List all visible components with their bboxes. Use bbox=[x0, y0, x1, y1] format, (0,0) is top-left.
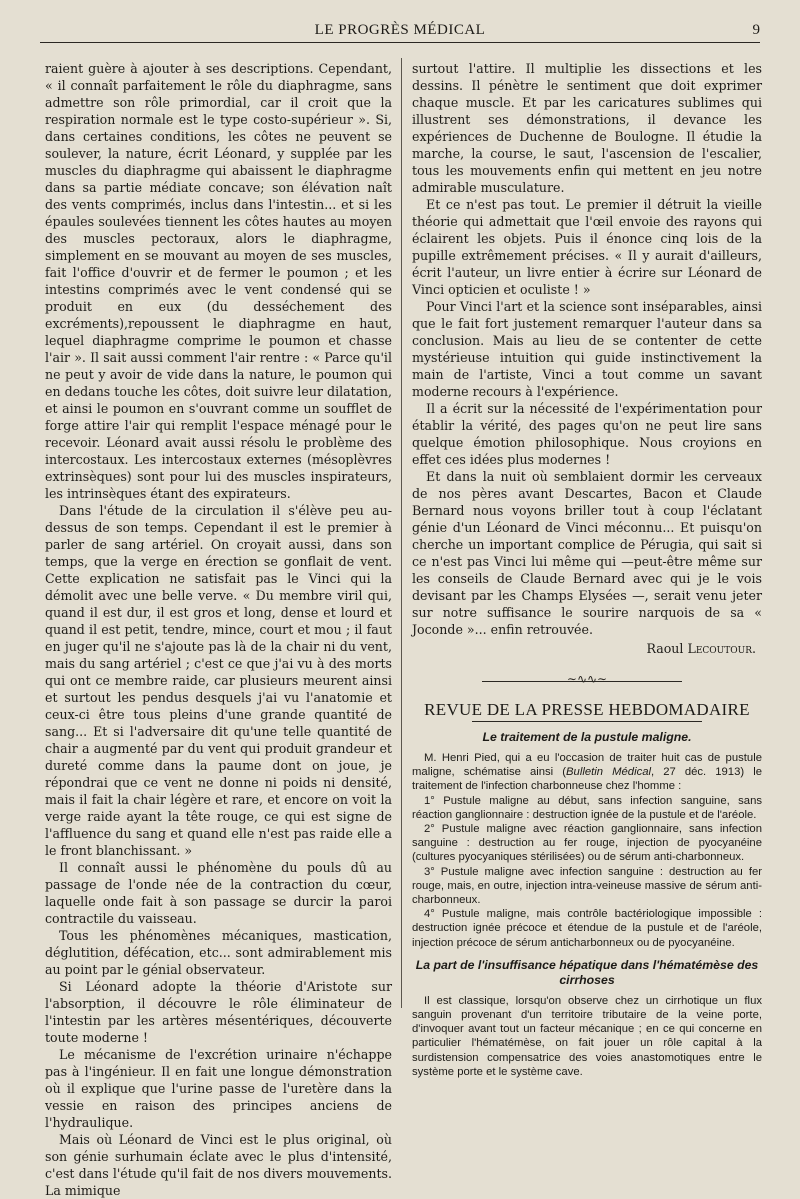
pustule-intro-b: , 27 déc. 1913) le traitement de l'infection charbonneuse chez l'homme : bbox=[412, 766, 762, 793]
right-paragraph: surtout l'attire. Il multiplie les dissections et les dessins. Il pénètre le sentiment que doit exprimer chaque muscle. Et par les caricatures sublimes qui illustrent ses démonstrations, il devance les expériences de Duchenne de Boulogne. Il étudie la marche, la course, le saut, l'ascension de l'escalier, tous les mouvements enfin qui mettent en jeu notre admirable musculature. bbox=[412, 61, 762, 195]
article-separator bbox=[412, 667, 762, 697]
column-divider bbox=[401, 58, 402, 1008]
right-paragraph: Il a écrit sur la nécessité de l'expérimentation pour établir la vérité, des pages qu'on ne peut lire sans quelque émotion philosophique. Nous croyions en effet ces idées plus modernes ! bbox=[412, 401, 762, 467]
left-paragraph: raient guère à ajouter à ses descriptions. Cependant, « il connaît parfaitement le rôle du diaphragme, sans admettre son rôle primordial, car il croit que la respiration normale est le type costo-supérieur ». Si, dans certaines conditions, les côtes ne peuvent se soulever, la nature, écrit Léonard, y supplée par les muscles du diaphragme qui abaissent le diaphragme dans sa partie médiate concave; son élévation naît des vents comprimés, inclus dans l'intestin... et si les épaules soulevées tiennent les côtes hautes au moyen des muscles pectoraux, alors le diaphragme, simplement en se mouvant au moyen de ses muscles, fait l'office d'ouvrir et de fermer le poumon ; et les intestins comprimés avec le vent condensé qui se produit en eux (du desséchement des excréments),repoussent le diaphragme en haut, lequel diaphragme comprime le poumon et chasse l'air ». Il sait aussi comment l'air rentre : « Parce qu'il ne peut y avoir de vide dans la nature, le poumon qui en dedans touche les côtes, doit suivre leur dilatation, et ainsi le poumon en s'ouvrant comme un soufflet de forge attire l'air qui remplit l'espace ménagé pour le recevoir. Léonard avait aussi résolu le problème des intercostaux. Les intercostaux externes (mésoplèvres extrinsèques) sont pour lui des muscles inspirateurs, les intrinsèques étant des expirateurs. bbox=[45, 61, 392, 501]
treatment-item: 1° Pustule maligne au début, sans infection sanguine, sans réaction ganglionnaire : destruction ignée de la pustule et de l'aréole. bbox=[412, 794, 762, 821]
right-column bbox=[412, 60, 762, 1079]
journal-title: LE PROGRÈS MÉDICAL bbox=[314, 22, 486, 38]
author-last-name: Lecoutour. bbox=[687, 641, 756, 656]
treatment-list bbox=[412, 794, 762, 950]
section-title bbox=[412, 701, 762, 722]
cirrhose-text: Il est classique, lorsqu'on observe chez un cirrhotique un flux sanguin provenant d'un territoire tributaire de la veine porte, d'invoquer avant tout un facteur mécanique ; en ce qui concerne en particulier l'hématémèse, on fait jouer un rôle capital à la surdistension compensatrice des voies anastomotiques entre le système porte et le système cave. bbox=[412, 994, 762, 1078]
pustule-article bbox=[412, 751, 762, 950]
pustule-intro bbox=[412, 751, 762, 794]
treatment-item: 2° Pustule maligne avec réaction ganglionnaire, sans infection sanguine : destruction au fer rouge, injection de pyocyanéine (cultures pyocyaniques stérilisées) ou de sérum anti-charbonneux. bbox=[412, 823, 762, 864]
subsection-title: Le traitement de la pustule maligne. bbox=[482, 730, 692, 744]
pustule-intro-a: M. Henri Pied, qui a eu l'occasion de traiter huit cas de pustule maligne, schématise ainsi ( bbox=[412, 752, 762, 779]
section-title-text: REVUE DE LA PRESSE HEBDOMADAIRE bbox=[424, 700, 750, 719]
left-paragraph: Dans l'étude de la circulation il s'élève peu au-dessus de son temps. Cependant il est le premier à parler de sang artériel. On croyait aussi, dans son temps, que la verge en érection se gonflait de vent. Cette explication ne satisfait pas le Vinci qui la démolit avec une belle verve. « Du membre viril qui, quand il est dur, il est gros et long, dense et lourd et quand il est petit, tendre, mince, court et mou ; il faut en juger qu'il ne s'ajoute pas là de la chair ni du vent, mais du sang artériel ; c'est ce que j'ai vu à des morts qui ont ce membre raide, car plusieurs meurent ainsi et surtout les pendus desquels j'ai vu l'anatomie et ceux-ci être tous pleins d'une grande quantité de sang... Et si l'adversaire dit qu'une telle quantité de chair a augmenté par du vent qui produit grandeur et dureté comme dans la paume dont on joue, je répondrai que ce vent ne donne ni poids ni densité, mais il fait la chair légère et rare, et encore on voit la verge raide ayant la tête rouge, ce qui est signe de l'affluence du sang et quand elle n'est pas raide elle a le front blanchissant. » bbox=[45, 503, 392, 858]
left-paragraph: Si Léonard adopte la théorie d'Aristote sur l'absorption, il découvre le rôle éliminateur de l'intestin par les artères mésentériques, découverte toute moderne ! bbox=[45, 979, 392, 1045]
treatment-item: 4° Pustule maligne, mais contrôle bactériologique impossible : destruction ignée précoce et étendue de la pustule et de l'aréole, injection précoce de sérum anticharbonneux ou de pyocyanéine. bbox=[412, 908, 762, 949]
pustule-citation: Bulletin Médical bbox=[566, 766, 652, 779]
author-signature bbox=[412, 640, 762, 657]
section-title-rule bbox=[472, 721, 702, 722]
treatment-item: 3° Pustule maligne avec infection sanguine : destruction au fer rouge, mais, en outre, injection intra-veineuse massive de sérum anti-charbonneux. bbox=[412, 865, 762, 907]
page-header bbox=[40, 20, 760, 43]
left-paragraph: Mais où Léonard de Vinci est le plus original, où son génie surhumain éclate avec le plus d'intensité, c'est dans l'étude qu'il fait de nos divers mouvements. La mimique bbox=[45, 1132, 392, 1198]
page-number: 9 bbox=[752, 22, 760, 38]
right-paragraph: Et dans la nuit où semblaient dormir les cerveaux de nos pères avant Descartes, Bacon et Claude Bernard nous voyons briller tout à coup l'éclatant génie d'un Léonard de Vinci méconnu... Et puisqu'on cherche un important complice de Pérugia, qui sait si ce n'est pas Vinci lui même qui —peut-être même sur les conseils de Claude Bernard avec qui je le vois devisant par les Champs Elysées —, serait venu jeter sur notre suffisance le sourire narquois de sa « Joconde »... enfin retrouvée. bbox=[412, 469, 762, 637]
cirrhose-article bbox=[412, 994, 762, 1079]
left-paragraph: Il connaît aussi le phénomène du pouls dû au passage de l'onde née de la contraction du cœur, laquelle onde fait à son passage se durcir la paroi contractile du vaisseau. bbox=[45, 860, 392, 926]
left-paragraph: Tous les phénomènes mécaniques, mastication, déglutition, défécation, etc... sont admirablement mis au point par le génial observateur. bbox=[45, 928, 392, 977]
subsection-title: La part de l'insuffisance hépatique dans l'hématémèse des cirrhoses bbox=[415, 957, 759, 987]
left-paragraph: Le mécanisme de l'excrétion urinaire n'échappe pas à l'ingénieur. Il en fait une longue démonstration où il explique que l'urine passe de l'uretère dans la vessie en raison des principes anciens de l'hydraulique. bbox=[45, 1047, 392, 1130]
author-first-name: Raoul bbox=[646, 641, 684, 656]
right-paragraph: Et ce n'est pas tout. Le premier il détruit la vieille théorie qui admettait que l'œil envoie des rayons qui éclairent les objets. Puis il énonce cinq lois de la pupille extrêmement précises. « Il y aurait d'ailleurs, écrit l'auteur, un livre entier à écrire sur Léonard de Vinci opticien et oculiste ! » bbox=[412, 197, 762, 297]
right-paragraph: Pour Vinci l'art et la science sont inséparables, ainsi que le fait fort justement remarquer l'auteur dans sa conclusion. Mais au lieu de se contenter de cette mystérieuse intuition qui guide instinctivement la main de l'artiste, Vinci a tout comme un savant moderne recours à l'expérience. bbox=[412, 299, 762, 399]
separator-ornament: ∼∿∿∼ bbox=[566, 672, 608, 686]
left-column bbox=[45, 60, 392, 1199]
